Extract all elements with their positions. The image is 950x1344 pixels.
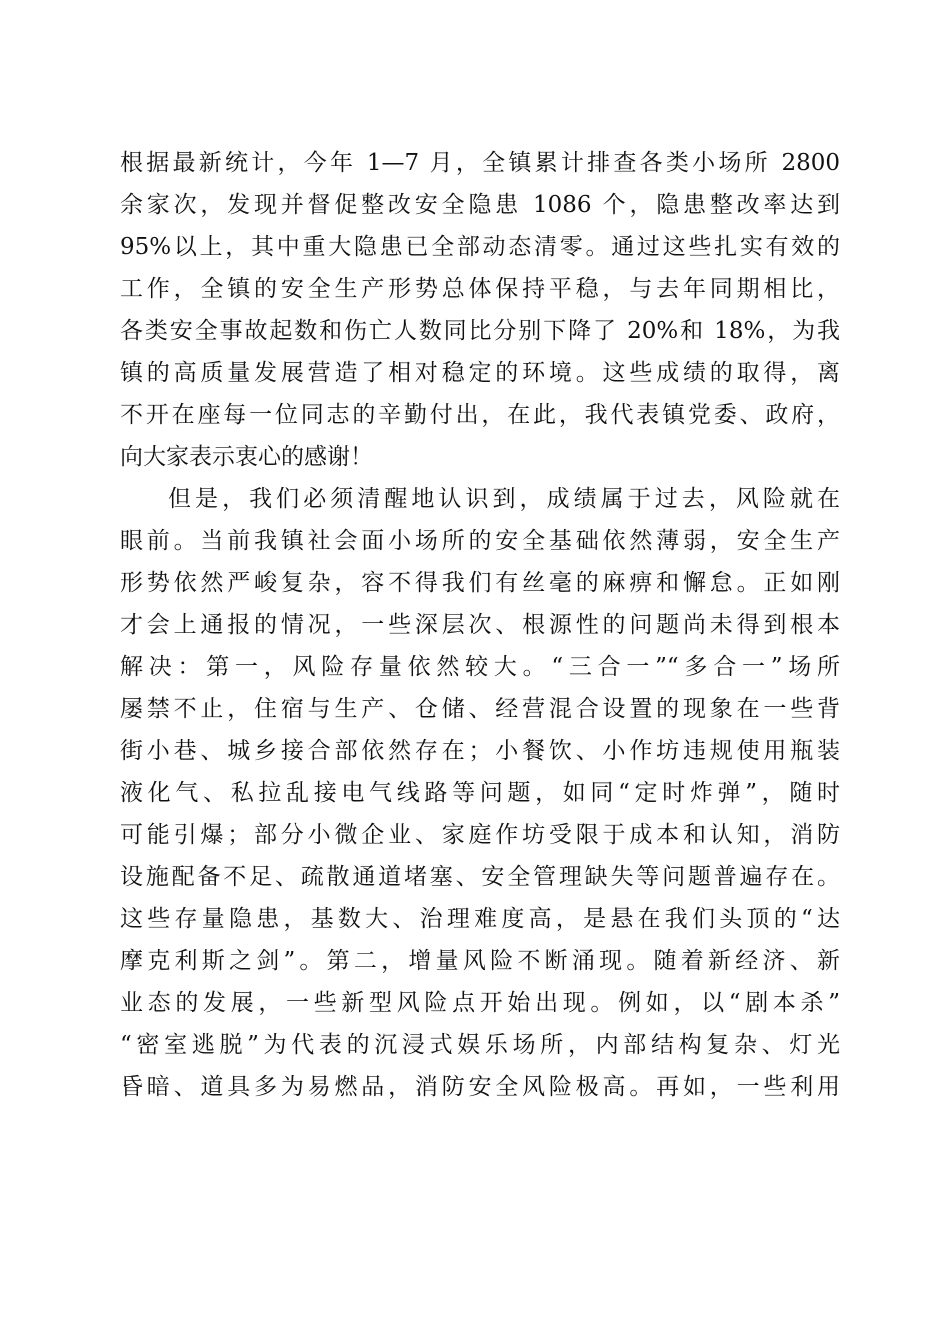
text-line: 眼前。当前我镇社会面小场所的安全基础依然薄弱，安全生产 bbox=[120, 528, 840, 554]
text-line: “密室逃脱”为代表的沉浸式娱乐场所，内部结构复杂、灯光 bbox=[120, 1032, 840, 1058]
text-line: 设施配备不足、疏散通道堵塞、安全管理缺失等问题普遍存在。 bbox=[120, 864, 840, 890]
text-line: 业态的发展，一些新型风险点开始出现。例如，以“剧本杀” bbox=[120, 990, 840, 1016]
text-line: 解决：第一，风险存量依然较大。“三合一”“多合一”场所 bbox=[120, 654, 840, 680]
paragraph-2 bbox=[120, 478, 840, 1108]
text-line: 形势依然严峻复杂，容不得我们有丝毫的麻痹和懈怠。正如刚 bbox=[120, 570, 840, 596]
text-line: 昏暗、道具多为易燃品，消防安全风险极高。再如，一些利用 bbox=[120, 1074, 840, 1100]
text-line: 不开在座每一位同志的辛勤付出，在此，我代表镇党委、政府， bbox=[120, 402, 840, 428]
text-line: 但是，我们必须清醒地认识到，成绩属于过去，风险就在 bbox=[168, 486, 840, 512]
text-line: 摩克利斯之剑”。第二，增量风险不断涌现。随着新经济、新 bbox=[120, 948, 840, 974]
text-line: 这些存量隐患，基数大、治理难度高，是悬在我们头顶的“达 bbox=[120, 906, 840, 932]
text-line: 屡禁不止，住宿与生产、仓储、经营混合设置的现象在一些背 bbox=[120, 696, 840, 722]
text-line: 95%以上，其中重大隐患已全部动态清零。通过这些扎实有效的 bbox=[120, 234, 840, 260]
text-line: 可能引爆；部分小微企业、家庭作坊受限于成本和认知，消防 bbox=[120, 822, 840, 848]
text-line: 街小巷、城乡接合部依然存在；小餐饮、小作坊违规使用瓶装 bbox=[120, 738, 840, 764]
text-line: 才会上通报的情况，一些深层次、根源性的问题尚未得到根本 bbox=[120, 612, 840, 638]
text-line: 液化气、私拉乱接电气线路等问题，如同“定时炸弹”，随时 bbox=[120, 780, 840, 806]
body-text bbox=[120, 142, 840, 1108]
text-line: 根据最新统计，今年 1—7 月，全镇累计排查各类小场所 2800 bbox=[120, 150, 840, 176]
text-line: 向大家表示衷心的感谢！ bbox=[120, 444, 373, 470]
text-line: 各类安全事故起数和伤亡人数同比分别下降了 20%和 18%，为我 bbox=[120, 318, 840, 344]
paragraph-1 bbox=[120, 142, 840, 478]
text-line: 镇的高质量发展营造了相对稳定的环境。这些成绩的取得，离 bbox=[120, 360, 840, 386]
text-line: 工作，全镇的安全生产形势总体保持平稳，与去年同期相比， bbox=[120, 276, 840, 302]
text-line: 余家次，发现并督促整改安全隐患 1086 个，隐患整改率达到 bbox=[120, 192, 840, 218]
